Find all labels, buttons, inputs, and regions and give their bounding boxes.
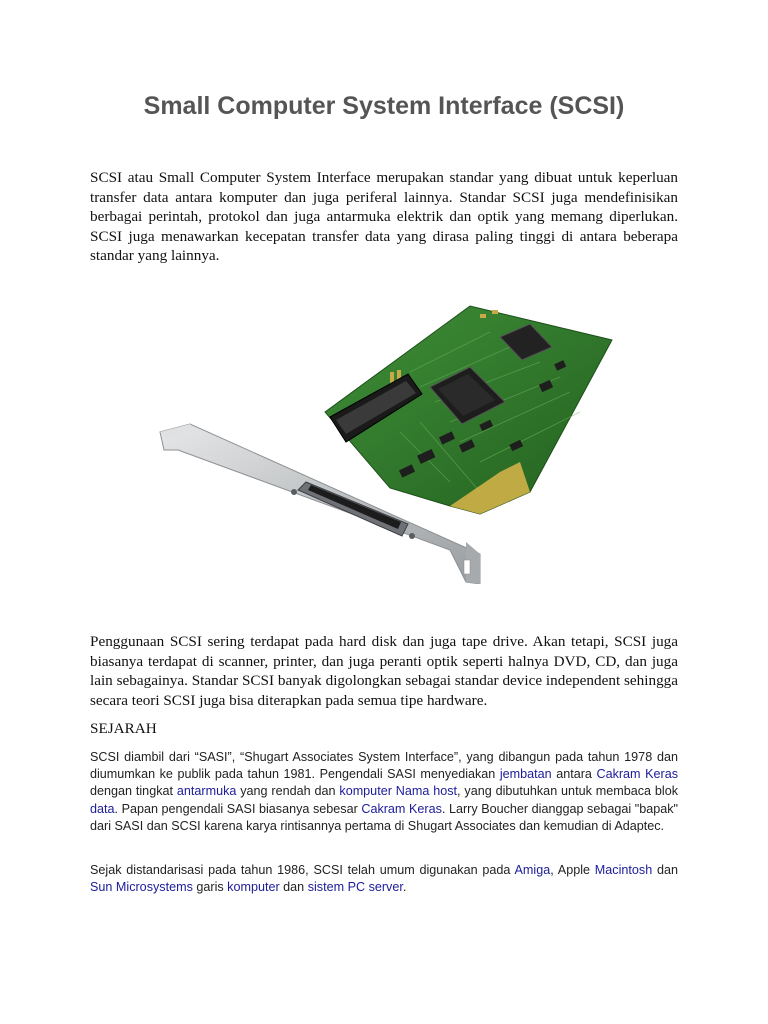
link-nama-host[interactable]: Nama host bbox=[395, 784, 458, 799]
standard-text-2: , Apple bbox=[550, 863, 595, 877]
history-text-1: SCSI diambil dari “SASI”, “Shugart Associates System Interface”, yang dibangun pada tahun 1978 dan diumumkan ke publik pada tahun 1981. Pengendali SASI menyediakan bbox=[90, 750, 678, 782]
history-paragraph bbox=[90, 749, 678, 835]
link-komputer[interactable]: komputer bbox=[339, 784, 392, 799]
link-cakram-keras[interactable]: Cakram Keras bbox=[596, 767, 678, 782]
link-cakram-keras-2[interactable]: Cakram Keras bbox=[361, 801, 442, 816]
standard-text-5: dan bbox=[279, 880, 308, 895]
usage-paragraph: Penggunaan SCSI sering terdapat pada hard disk dan juga tape drive. Akan tetapi, SCSI juga biasanya terdapat di scanner, printer, dan juga peranti optik seperti halnya DVD, CD, dan juga lain sebagainya. Standar SCSI banyak digolongkan sebagai standar device independent sehingga secara teori SCSI juga bisa diterapkan pada semua tipe hardware. bbox=[90, 633, 678, 709]
history-text-4: yang rendah dan bbox=[236, 784, 340, 799]
history-text-3: dengan tingkat bbox=[90, 784, 177, 799]
standard-text-1: Sejak distandarisasi pada tahun 1986, SCSI telah umum digunakan pada bbox=[90, 863, 515, 877]
history-text-7: . Papan pengendali SASI biasanya sebesar bbox=[114, 801, 362, 816]
standard-text-6: . bbox=[402, 880, 407, 895]
link-antarmuka[interactable]: antarmuka bbox=[176, 784, 237, 799]
history-text-2: antara bbox=[551, 767, 597, 782]
standard-text-4: garis bbox=[192, 880, 228, 895]
standard-paragraph bbox=[90, 862, 678, 896]
link-data[interactable]: data bbox=[90, 801, 115, 816]
history-text-6: , yang dibutuhkan untuk membaca blok bbox=[457, 784, 678, 799]
scsi-card-image bbox=[150, 292, 620, 584]
history-text-8: . Larry Boucher dianggap sebagai "bapak" dari SASI dan SCSI karena karya rintisannya pertama di Shugart Associates dan kemudian di Adaptec. bbox=[90, 801, 678, 833]
link-sun-microsystems[interactable]: Sun Microsystems bbox=[90, 880, 193, 895]
link-komputer-2[interactable]: komputer bbox=[227, 880, 280, 895]
link-jembatan[interactable]: jembatan bbox=[499, 767, 552, 782]
link-amiga[interactable]: Amiga bbox=[514, 863, 551, 877]
standard-text-3: dan bbox=[652, 863, 678, 877]
intro-paragraph: SCSI atau Small Computer System Interface merupakan standar yang dibuat untuk keperluan transfer data antara komputer dan juga periferal lainnya. Standar SCSI juga mendefinisikan berbagai perintah, protokol dan juga antarmuka elektrik dan optik yang memang diperlukan. SCSI juga menawarkan kecepatan transfer data yang dirasa paling tinggi di antara beberapa standar yang lainnya. bbox=[90, 169, 678, 264]
link-macintosh[interactable]: Macintosh bbox=[594, 863, 653, 877]
page-title: Small Computer System Interface (SCSI) bbox=[143, 92, 625, 120]
section-heading-sejarah: SEJARAH bbox=[90, 720, 157, 737]
link-sistem-pc-server[interactable]: sistem PC server bbox=[307, 880, 403, 895]
